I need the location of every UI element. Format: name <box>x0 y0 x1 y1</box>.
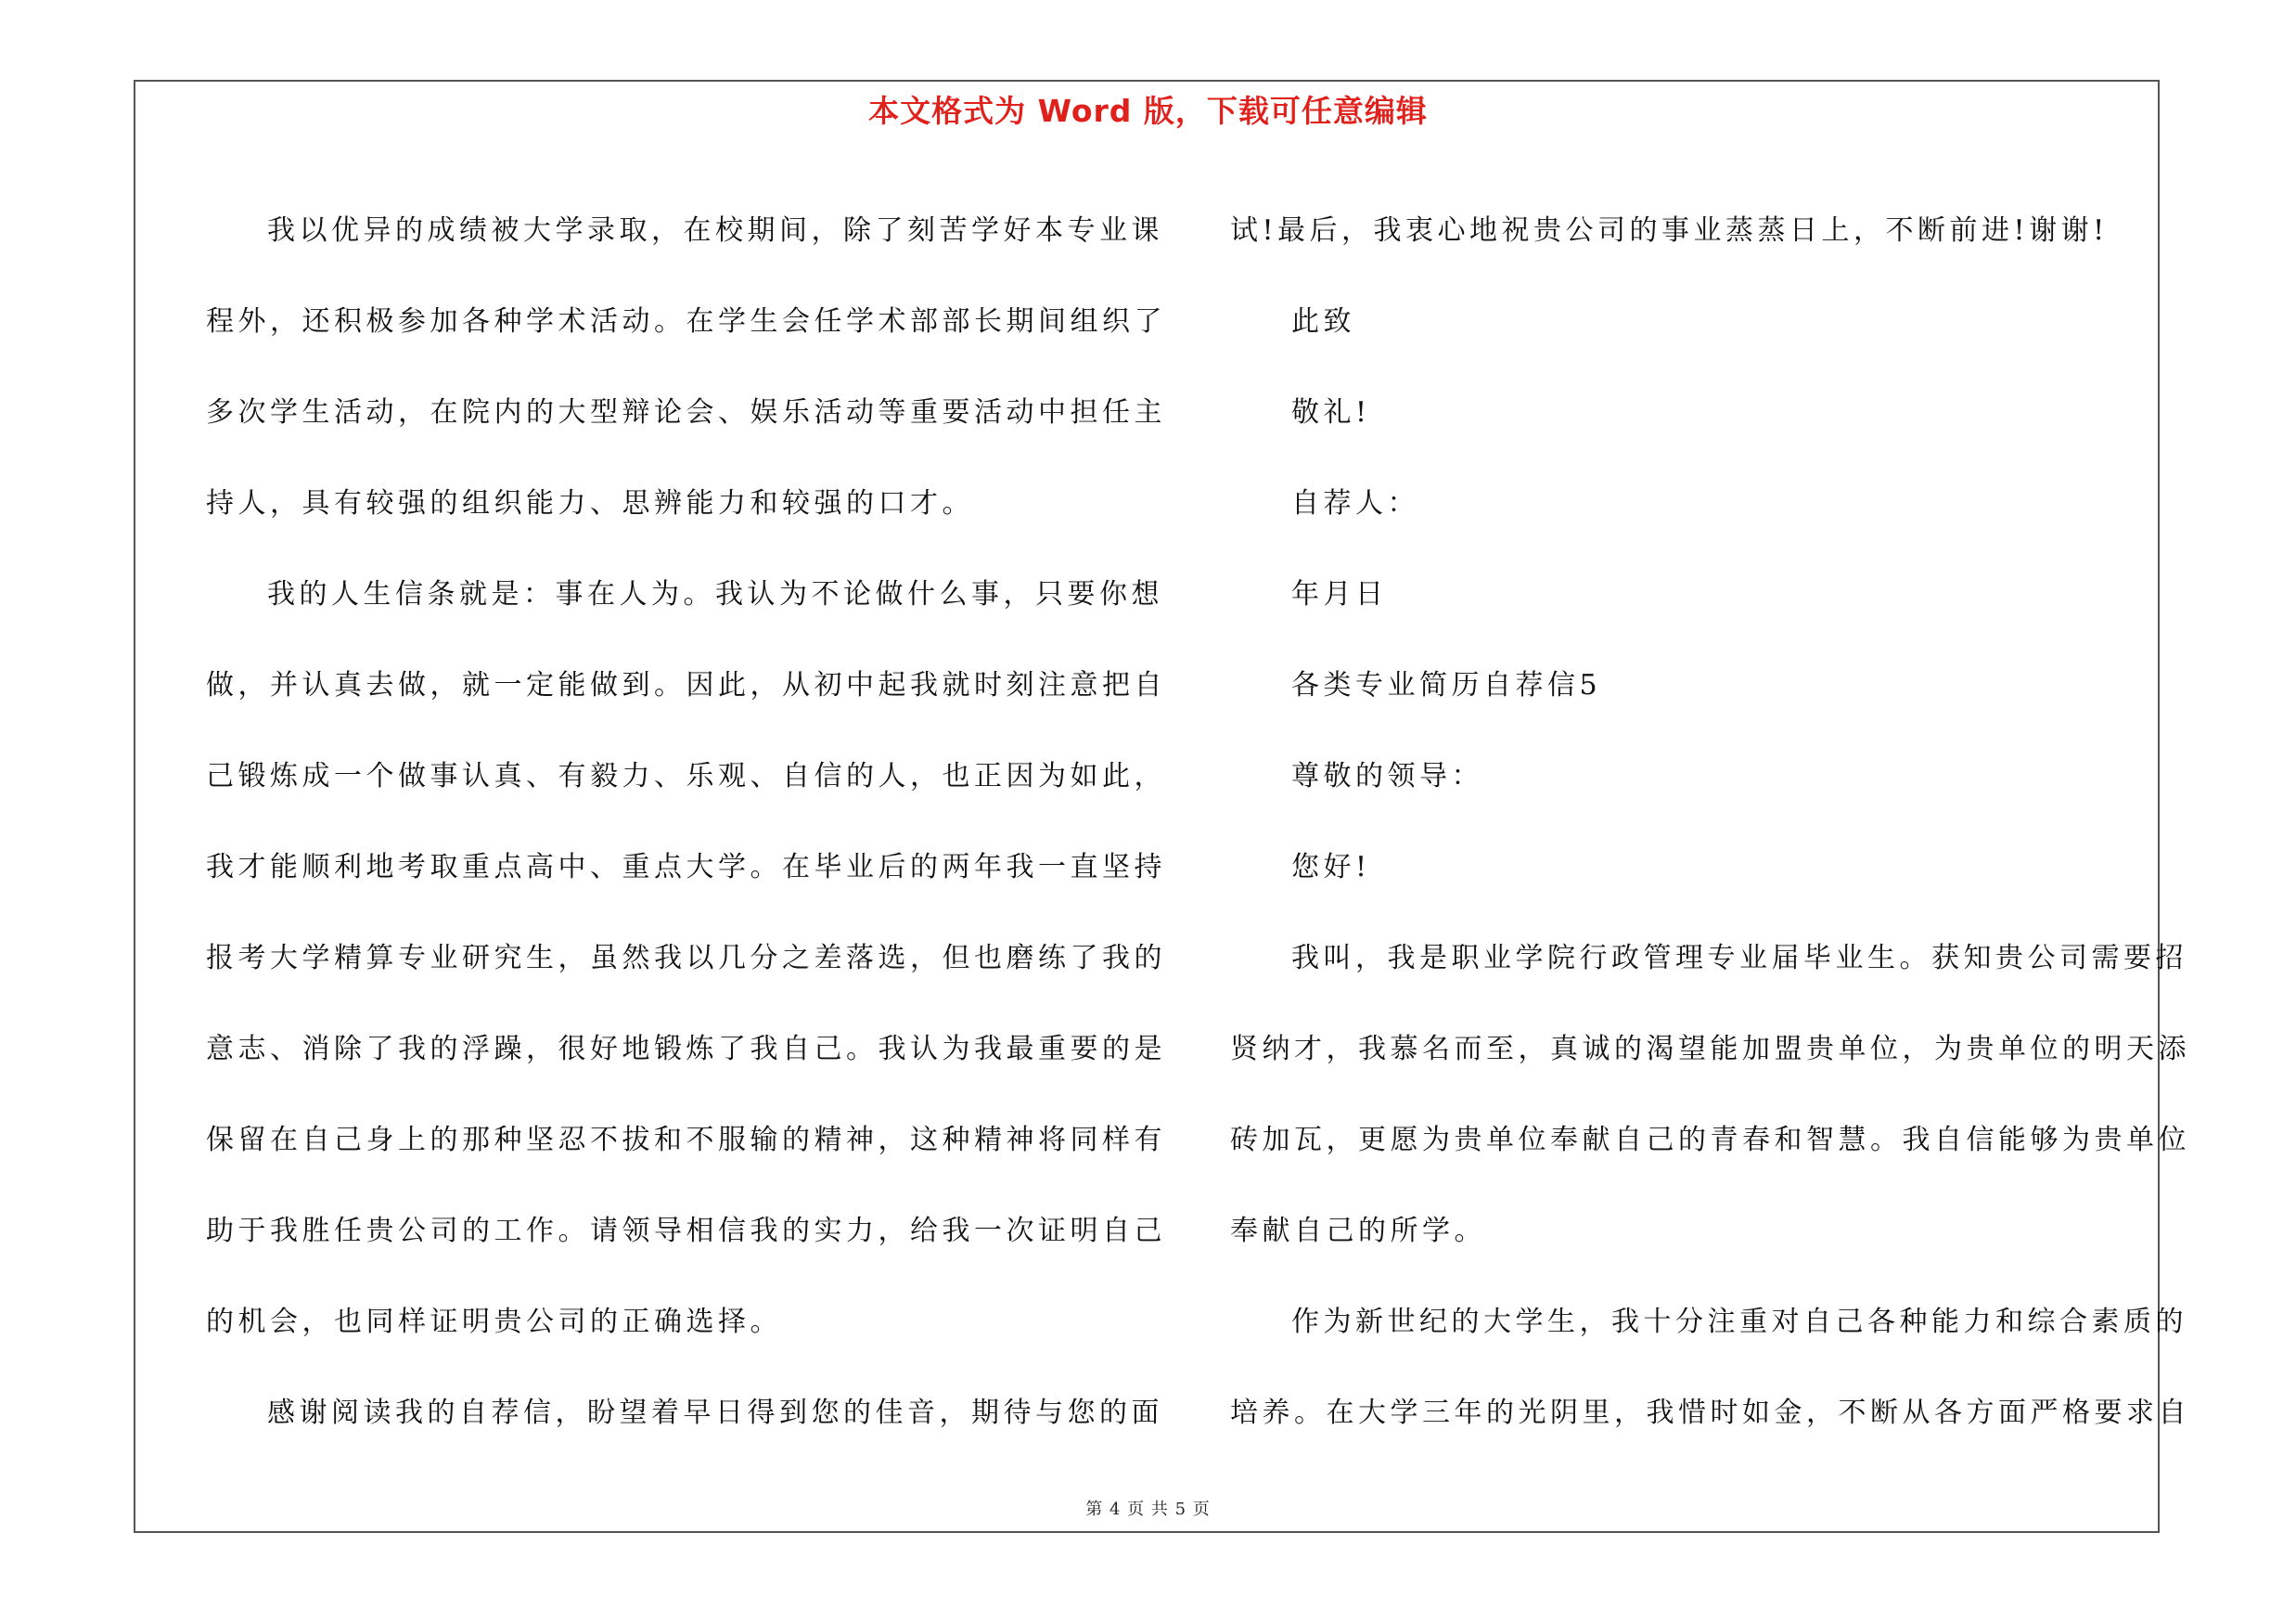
text-line: 试!最后，我衷心地祝贵公司的事业蒸蒸日上，不断前进!谢谢! <box>1230 214 2109 247</box>
text-line: 保留在自己身上的那种坚忍不拔和不服输的精神，这种精神将同样有 <box>206 1124 1166 1156</box>
text-line: 此致 <box>1291 305 1355 338</box>
text-line: 贤纳才，我慕名而至，真诚的渴望能加盟贵单位，为贵单位的明天添 <box>1230 1033 2190 1065</box>
text-line: 奉献自己的所学。 <box>1230 1215 1486 1247</box>
page-footer: 第 4 页 共 5 页 <box>1085 1500 1211 1519</box>
text-line: 敬礼! <box>1291 396 1371 429</box>
text-line: 年月日 <box>1291 578 1388 611</box>
text-line: 己锻炼成一个做事认真、有毅力、乐观、自信的人，也正因为如此， <box>206 760 1166 792</box>
header-banner: 本文格式为 Word 版，下载可任意编辑 <box>868 93 1428 129</box>
text-line: 做，并认真去做，就一定能做到。因此，从初中起我就时刻注意把自 <box>206 669 1166 702</box>
right-column <box>1230 186 2190 1459</box>
text-line: 作为新世纪的大学生，我十分注重对自己各种能力和综合素质的 <box>1291 1306 2187 1338</box>
section-heading: 各类专业简历自荐信5 <box>1291 669 1602 702</box>
text-line: 尊敬的领导： <box>1291 760 1483 792</box>
text-line: 您好! <box>1291 851 1371 883</box>
text-line: 助于我胜任贵公司的工作。请领导相信我的实力，给我一次证明自己 <box>206 1215 1166 1247</box>
text-line: 意志、消除了我的浮躁，很好地锻炼了我自己。我认为我最重要的是 <box>206 1033 1166 1065</box>
text-line: 我才能顺利地考取重点高中、重点大学。在毕业后的两年我一直坚持 <box>206 851 1166 883</box>
text-line: 感谢阅读我的自荐信，盼望着早日得到您的佳音，期待与您的面 <box>267 1397 1163 1429</box>
text-line: 多次学生活动，在院内的大型辩论会、娱乐活动等重要活动中担任主 <box>206 396 1166 429</box>
text-line: 砖加瓦，更愿为贵单位奉献自己的青春和智慧。我自信能够为贵单位 <box>1230 1124 2190 1156</box>
text-line: 我叫，我是职业学院行政管理专业届毕业生。获知贵公司需要招 <box>1291 942 2187 974</box>
text-line: 程外，还积极参加各种学术活动。在学生会任学术部部长期间组织了 <box>206 305 1166 338</box>
text-line: 我以优异的成绩被大学录取，在校期间，除了刻苦学好本专业课 <box>267 214 1163 247</box>
text-line: 培养。在大学三年的光阴里，我惜时如金，不断从各方面严格要求自 <box>1230 1397 2190 1429</box>
text-line: 持人，具有较强的组织能力、思辨能力和较强的口才。 <box>206 487 974 520</box>
text-line: 的机会，也同样证明贵公司的正确选择。 <box>206 1306 782 1338</box>
text-line: 报考大学精算专业研究生，虽然我以几分之差落选，但也磨练了我的 <box>206 942 1166 974</box>
left-column <box>206 186 1166 1459</box>
text-line: 我的人生信条就是：事在人为。我认为不论做什么事，只要你想 <box>267 578 1163 611</box>
text-line: 自荐人： <box>1291 487 1419 520</box>
